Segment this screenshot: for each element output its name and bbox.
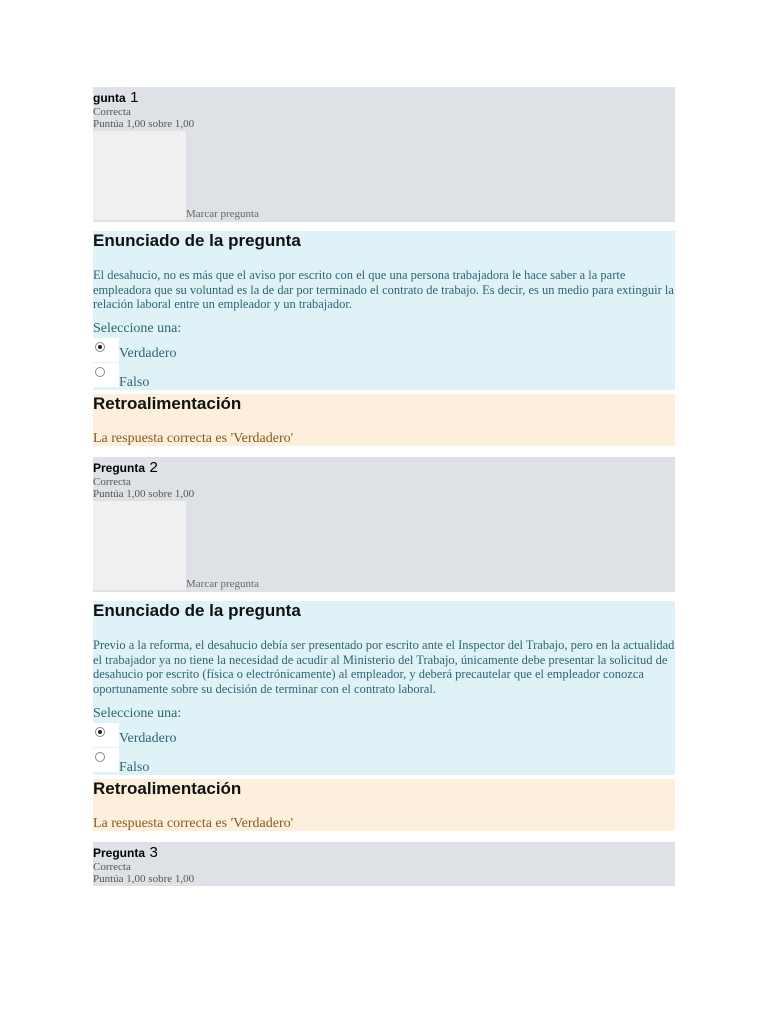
feedback-heading: Retroalimentación — [93, 394, 242, 413]
question-3-info — [93, 842, 675, 886]
answer-option-label: Verdadero — [119, 346, 177, 361]
answer-option-label: Falso — [119, 375, 150, 390]
question-1-feedback — [93, 394, 675, 446]
question-text: El desahucio, no es más que el aviso por escrito con el que una persona trabajadora le hace saber a la parte empleadora que su voluntad es la de dar por terminado el contrato de trabajo. Es decir, es un medio para extinguir la relación laboral entre un empleador y un trabajador. — [93, 268, 674, 312]
answer-option-true[interactable] — [93, 338, 119, 362]
question-state: Correcta — [93, 476, 131, 488]
question-2-info — [93, 457, 675, 592]
question-state: Correcta — [93, 861, 131, 873]
question-2-feedback — [93, 779, 675, 831]
question-grade: Puntúa 1,00 sobre 1,00 — [93, 118, 195, 130]
question-state: Correcta — [93, 106, 131, 118]
answer-option-true[interactable] — [93, 723, 119, 747]
radio-dot — [98, 730, 102, 734]
question-number-value: 2 — [149, 459, 158, 476]
question-number — [93, 459, 158, 477]
radio-dot — [98, 345, 102, 349]
radio-selected[interactable] — [95, 342, 105, 352]
question-label: gunta — [93, 91, 126, 105]
flag-question-link[interactable]: Marcar pregunta — [186, 208, 259, 220]
question-1-formulation — [93, 231, 675, 390]
answer-option-label: Falso — [119, 760, 150, 775]
formulation-heading: Enunciado de la pregunta — [93, 231, 301, 250]
question-number — [93, 844, 158, 862]
flag-question-link[interactable]: Marcar pregunta — [186, 578, 259, 590]
right-answer: La respuesta correcta es 'Verdadero' — [93, 431, 294, 446]
right-answer: La respuesta correcta es 'Verdadero' — [93, 816, 294, 831]
question-2-formulation — [93, 601, 675, 775]
radio-selected[interactable] — [95, 727, 105, 737]
question-label: Pregunta — [93, 846, 146, 860]
question-text: Previo a la reforma, el desahucio debía ser presentado por escrito ante el Inspector del Trabajo, pero en la actualidad el trabajador ya no tiene la necesidad de acudir al Ministerio del Trabajo, únicamente debe presentar la solicitud de desahucio por escrito (física o electrónicamente) al empleador, y deberá precautelar que el empleador conozca oportunamente sobre su decisión de terminar con el contrato laboral. — [93, 638, 675, 696]
question-grade: Puntúa 1,00 sobre 1,00 — [93, 488, 195, 500]
formulation-heading: Enunciado de la pregunta — [93, 601, 301, 620]
feedback-heading: Retroalimentación — [93, 779, 242, 798]
answer-prompt: Seleccione una: — [93, 321, 182, 336]
question-1-info — [93, 87, 675, 222]
flag-box — [93, 501, 186, 590]
question-number-value: 1 — [130, 89, 139, 106]
question-grade: Puntúa 1,00 sobre 1,00 — [93, 873, 195, 885]
answer-option-false[interactable] — [93, 748, 119, 772]
radio-unselected[interactable] — [95, 367, 105, 377]
answer-prompt: Seleccione una: — [93, 706, 182, 721]
question-label: Pregunta — [93, 461, 146, 475]
radio-unselected[interactable] — [95, 752, 105, 762]
flag-box — [93, 131, 186, 220]
question-number-value: 3 — [149, 844, 158, 861]
answer-option-false[interactable] — [93, 363, 119, 387]
question-number — [93, 89, 138, 107]
answer-option-label: Verdadero — [119, 731, 177, 746]
